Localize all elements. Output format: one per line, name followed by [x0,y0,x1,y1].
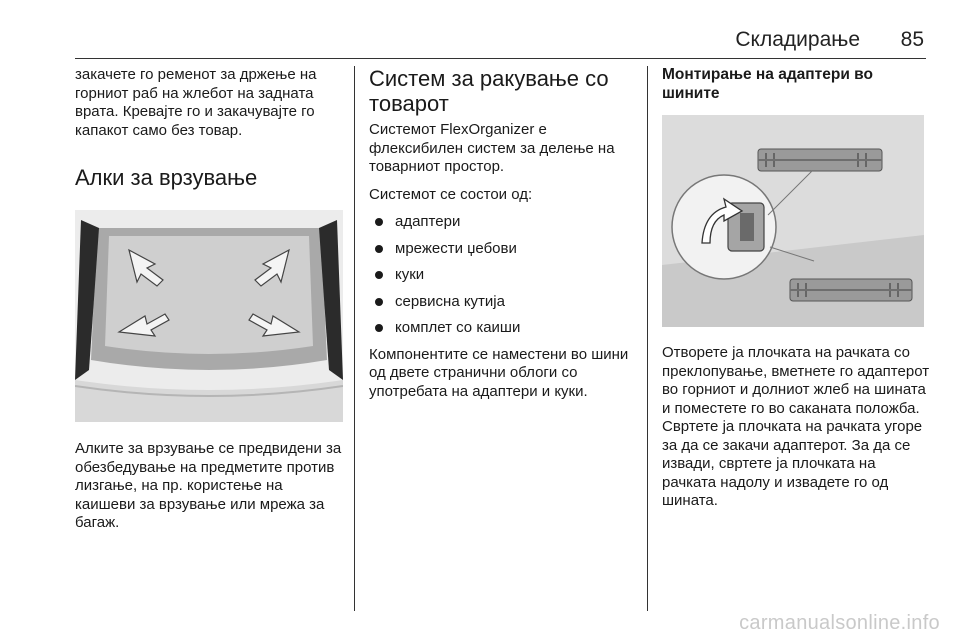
column-divider-right [647,66,648,611]
section-heading-tie-down: Алки за врзување [75,165,258,190]
components-list [369,213,637,338]
column-divider-left [354,66,355,611]
bullet-icon [375,271,383,279]
tie-down-paragraph: Алките за врзување се предвидени за обезбедување на предметите против лизгање, на пр. користење на каишеви за врзување или мрежа за багаж. [75,440,342,531]
column-1 [75,66,343,533]
list-item: мрежести џебови [369,240,637,259]
bullet-icon [375,218,383,226]
bullet-icon [375,324,383,332]
cargo-system-paragraph-2: Системот се состои од: [369,185,533,203]
cargo-system-paragraph-3: Компонентите се наместени во шини од двете странични облоги со употребата на адаптери и куки. [369,345,629,400]
cargo-system-paragraph-1: Системот FlexOrganizer е флексибилен систем за делење на товарниот простор. [369,121,615,175]
header-rule [75,58,926,59]
column-2 [369,66,637,401]
list-item: куки [369,266,637,285]
section-heading-cargo-system: Систем за ракување со товарот [369,66,609,116]
section-heading-adapter-mounting: Монтирање на адаптери во шините [662,66,873,102]
adapter-mounting-figure [662,115,924,327]
adapter-mounting-paragraph: Отворете ја плочката на рачката со преклопување, вметнете го адаптерот во горниот и долниот жлеб на шината и поместете го во саканата положба. Свртете ја плочката на рачката угоре за да се закачи адаптерот. За да се извади, свртете ја плочката на рачката надолу и извадете го од шината. [662,344,930,509]
bullet-icon [375,245,383,253]
bullet-icon [375,298,383,306]
list-item: сервисна кутија [369,293,637,312]
tie-down-rings-figure [75,210,343,422]
list-item: комплет со каиши [369,319,637,338]
page-number: 85 [900,28,924,51]
running-header-title: Складирање [735,28,860,51]
intro-paragraph: закачете го ременот за држење на горниот раб на жлебот на задната врата. Кревајте го и закачувајте го капакот само без товар. [75,66,317,139]
list-item: адаптери [369,213,637,232]
column-3 [662,66,930,511]
watermark: carmanualsonline.info [739,612,940,634]
